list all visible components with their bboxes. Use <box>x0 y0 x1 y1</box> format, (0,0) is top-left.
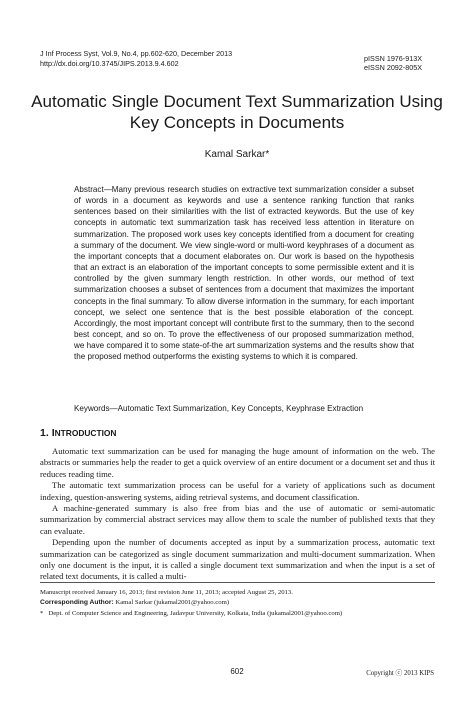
footnote-divider <box>40 582 435 583</box>
paragraph: Depending upon the number of documents accepted as input by a summarization process, automatic text summarization can be categorized as single document summarization and multi-document summarization. When only one document is the input, it is called a single document text summarization and when the input is a set of related text documents, it is called a multi- <box>40 537 435 582</box>
affiliation-mark: * <box>40 609 44 617</box>
section-title-initial: I <box>51 427 55 439</box>
affiliation-text: Dept. of Computer Science and Engineering, Jadavpur University, Kolkata, India (jukamal2001@yahoo.com) <box>48 609 343 617</box>
keywords-label: Keywords— <box>74 404 118 413</box>
journal-citation <box>40 49 232 69</box>
page-number: 602 <box>230 667 244 676</box>
abstract-label: Abstract— <box>74 185 112 194</box>
paper-title <box>30 91 444 133</box>
paragraph: Automatic text summarization can be used for managing the huge amount of information on the web. The abstracts or summaries help the reader to get a quick overview of an entire document or a document set and thus it reduces reading time. <box>40 446 435 479</box>
paragraph: A machine-generated summary is also free from bias and the use of automatic or semi-automatic summarization by commercial abstract services may allow them to scale the number of published texts that they can evaluate. <box>40 503 435 536</box>
corresponding-text: Kamal Sarkar (jukamal2001@yahoo.com) <box>115 599 230 607</box>
journal-line: J Inf Process Syst, Vol.9, No.4, pp.602-620, December 2013 <box>40 49 233 58</box>
received-note: Manuscript received January 16, 2013; first revision June 11, 2013; accepted August 25, 2013. <box>40 589 293 596</box>
paragraph: The automatic text summarization process can be useful for a variety of applications such as document indexing, question-answering systems, aiding retrieval systems, and document classification. <box>40 480 435 502</box>
issn-block <box>364 55 422 72</box>
corresponding-note <box>40 598 435 608</box>
keywords-text: Automatic Text Summarization, Key Concepts, Keyphrase Extraction <box>117 404 364 413</box>
author-name: Kamal Sarkar* <box>204 149 270 160</box>
corresponding-label: Corresponding Author: <box>40 599 114 607</box>
title-line-1: Automatic Single Document Text Summarization Using <box>31 92 443 111</box>
eissn: eISSN 2092-805X <box>364 62 422 72</box>
copyright: Copyright ⓒ 2013 KIPS <box>366 670 434 677</box>
section-title-rest: NTRODUCTION <box>54 428 117 438</box>
affiliation-note <box>40 609 435 619</box>
title-line-2: Key Concepts in Documents <box>129 113 345 132</box>
section-number: 1. <box>40 427 49 439</box>
footnotes <box>40 588 435 619</box>
abstract-text: Many previous research studies on extractive text summarization consider a subset of words in a document as keywords and use a sentence ranking function that ranks sentences based on their similarities with the list of extracted keywords. But the use of key concepts in automatic text summarization task has received less attention in literature on summarization. The proposed work uses key concepts identified from a document for creating a summary of the document. We view single-word or multi-word keyphrases of a document as the important concepts that a document elaborates on. Our work is based on the hypothesis that an extract is an elaboration of the important concepts to some permissible extent and it is controlled by the given summary length restriction. In other words, our method of text summarization chooses a subset of sentences from a document that maximizes the important concepts in the final summary. To allow diverse information in the summary, for each important concept, we select one sentence that is the best possible elaboration of the concept. Accordingly, the most important concept will contribute first to the summary, then to the second best concept, and so on. To prove the effectiveness of our proposed summarization method, we have compared it to some state-of-the art summarization systems and the results show that the proposed method outperforms the existing systems to which it is compared. <box>74 185 414 362</box>
keywords <box>74 403 414 414</box>
abstract <box>74 184 414 363</box>
section-heading <box>40 427 117 439</box>
pissn: pISSN 1976-913X <box>364 54 422 63</box>
body-text <box>40 446 435 583</box>
doi-link[interactable]: http://dx.doi.org/10.3745/JIPS.2013.9.4.602 <box>40 59 179 68</box>
